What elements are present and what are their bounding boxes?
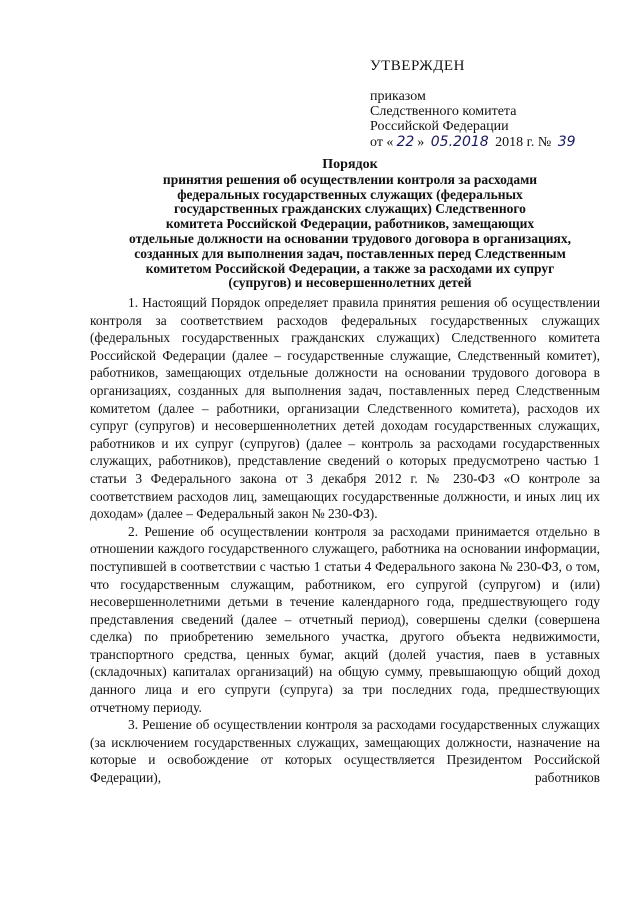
date-mid: » xyxy=(417,135,425,150)
title-heading: Порядок xyxy=(322,157,378,172)
approval-stamp xyxy=(370,58,579,151)
paragraph-1: 1. Настоящий Порядок определяет правила принятия решения об осуществлении контроля за соответствием расходов федеральных государственных служащих (федеральных государственных гражданских служащих) Следственного комитета Российской Федерации (далее – государственные служащие, Следственный комитет), работников, замещающих отдельные должности на основании трудового договора в организациях, созданных для выполнения задач, поставленных перед Следственным комитетом (далее – работники, организации Следственного комитета), расходов их супруг (супругов) и несовершеннолетних детей доходам государственных служащих, работников и их супруг (супругов) (далее – контроль за расходами государственных служащих, работников), представление сведений о которых предусмотрено частью 1 статьи 3 Федерального закона от 3 декабря 2012 г. № 230-ФЗ «О контроле за соответствием расходов лиц, замещающих государственные должности, и иных лиц их доходам» (далее – Федеральный закон № 230-ФЗ). xyxy=(90,295,600,522)
order-number: 39 xyxy=(557,134,576,150)
title-line: комитета Российской Федерации, работников, замещающих xyxy=(165,216,535,232)
document-body xyxy=(90,294,600,787)
title-line: комитетом Российской Федерации, а также за расходами их супруг xyxy=(145,260,555,276)
title-line: федеральных государственных служащих (федеральных xyxy=(177,186,523,202)
paragraph-2: 2. Решение об осуществлении контроля за расходами принимается отдельно в отношении каждого государственного служащего, работника на основании информации, поступившей в соответствии с частью 1 статьи 4 Федерального закона № 230-ФЗ, о том, что государственным служащим, работником, его супругой (супругом) и (или) несовершеннолетними детьми в течение календарного года, предшествующего году представления сведений (далее – отчетный период), совершены сделки (совершена сделка) по приобретению земельного участка, другого объекта недвижимости, транспортного средства, ценных бумаг, акций (долей участия, паев в уставных (складочных) капиталах организаций) на общую сумму, превышающую общий доход данного лица и его супруги (супруга) за три последних года, предшествующих отчетному периоду. xyxy=(90,523,600,715)
title-line: отдельные должности на основании трудового договора в организациях, xyxy=(129,230,571,246)
document-title xyxy=(90,158,610,291)
title-line: созданных для выполнения задач, поставленных перед Следственным xyxy=(134,245,566,261)
order-date-line xyxy=(370,134,579,151)
title-line: (супругов) и несовершеннолетних детей xyxy=(228,275,472,291)
date-month: 05.2018 xyxy=(430,134,489,150)
date-day: 22 xyxy=(396,134,415,150)
title-line: государственных гражданских служащих) Следственного xyxy=(174,201,526,217)
approval-heading: УТВЕРЖДЕН xyxy=(370,58,465,74)
paragraph-3: 3. Решение об осуществлении контроля за расходами государственных служащих (за исключением государственных служащих, замещающих должности, назначение на которые и освобождение от которых осуществляется Президентом Российской Федерации), работников xyxy=(90,717,600,786)
date-year: 2018 г. № xyxy=(495,135,552,150)
date-prefix: от « xyxy=(370,135,394,150)
title-line: принятия решения об осуществлении контроля за расходами xyxy=(162,171,538,187)
org-line-1: Следственного комитета xyxy=(370,104,517,119)
order-word: приказом xyxy=(370,89,426,104)
org-line-2: Российской Федерации xyxy=(370,119,509,134)
